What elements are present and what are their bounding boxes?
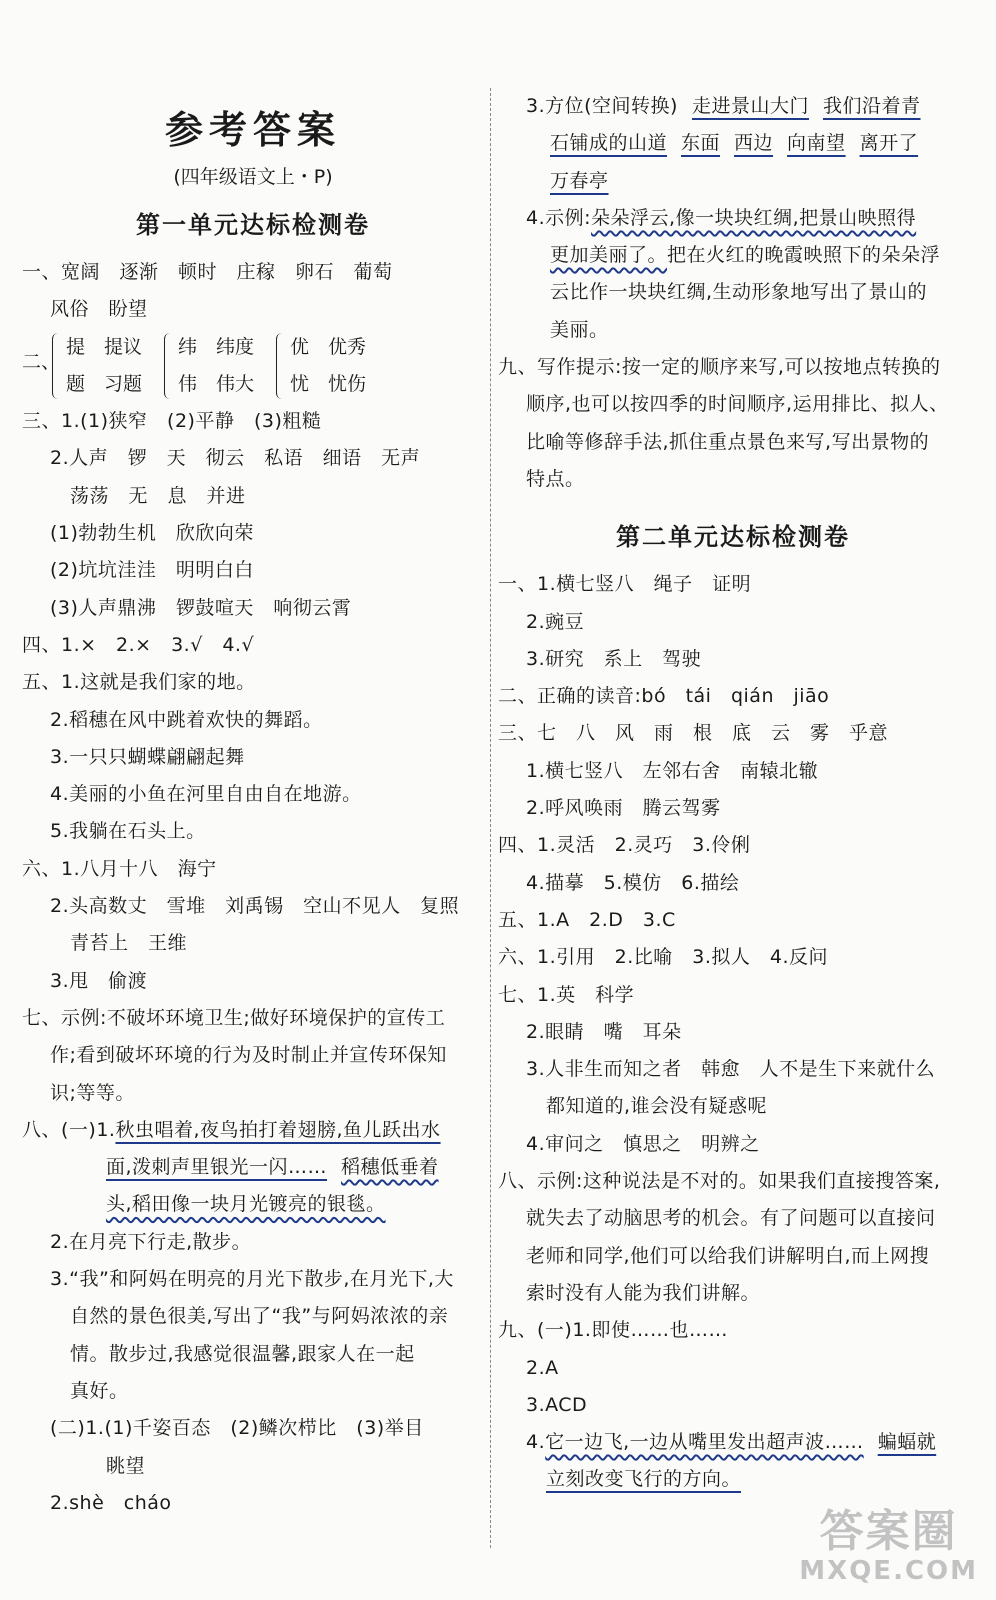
u1-q8-er-1b: 眺望: [106, 1454, 146, 1477]
page-title: 参考答案: [164, 107, 341, 152]
right-column: [498, 88, 968, 1499]
u2-q1-3: 3.研究 系上 驾驶: [526, 647, 702, 670]
u2-q9-2: 2.A: [526, 1356, 559, 1379]
u1-q6-2a: 2.头高数丈 雪堆 刘禹锡 空山不见人 复照: [50, 895, 460, 918]
u2-q4-1: 四、1.灵活 2.灵巧 3.伶俐: [498, 834, 751, 857]
u1-q1-line2: 风俗 盼望: [50, 298, 148, 321]
brace-mark: [276, 333, 285, 399]
u1-q7c: 识;等等。: [50, 1081, 135, 1104]
r-q4-line1: [498, 200, 968, 237]
u1-q8-underline-1a: 秋虫唱着,夜鸟拍打着翅膀,鱼儿跃出水: [115, 1118, 441, 1141]
left-column: [22, 88, 484, 1522]
u1-q3-2d: (2)坑坑洼洼 明明白白: [50, 559, 254, 582]
u2-q2: 二、正确的读音:bó tái qián jiāo: [498, 685, 830, 708]
u1-q3-2b: 荡荡 无 息 并进: [70, 484, 246, 507]
u1-q2-group2-row2: 伟 伟大: [178, 372, 255, 395]
u1-q5-3: 3.一只只蝴蝶翩翩起舞: [50, 745, 245, 768]
u2-q9-4-underline-2: 立刻改变飞行的方向。: [546, 1468, 742, 1491]
u2-q1-2: 2.豌豆: [526, 610, 585, 633]
u2-q7-2: 2.眼睛 嘴 耳朵: [526, 1020, 682, 1043]
r-q3-u5: 西边: [734, 132, 774, 155]
r-q3-line2: [498, 125, 968, 162]
u2-q9-3: 3.ACD: [526, 1393, 588, 1416]
r-q9a: 九、写作提示:按一定的顺序来写,可以按地点转换的: [498, 356, 941, 379]
u2-q3-2: 2.呼风唤雨 腾云驾雾: [526, 797, 721, 820]
r-q9c: 比喻等修辞手法,抓住重点景色来写,写出景物的: [526, 430, 930, 453]
r-q4-line3: 云比作一块块红绸,生动形象地写出了景山的: [550, 281, 928, 304]
u1-q7a: 七、示例:不破坏环境卫生;做好环境保护的宣传工: [22, 1006, 446, 1029]
r-q4-prefix: 4.示例:: [526, 206, 592, 229]
u1-q5-1: 五、1.这就是我们家的地。: [22, 671, 256, 694]
u2-q7-1: 七、1.英 科学: [498, 983, 635, 1006]
u2-q9-4-prefix: 4.: [526, 1431, 546, 1454]
u1-q3-2a: 2.人声 锣 天 彻云 私语 细语 无声: [50, 447, 421, 470]
u1-q8-2: 2.在月亮下行走,散步。: [50, 1230, 252, 1253]
r-q3-u3: 石铺成的山道: [550, 132, 668, 155]
watermark-line1: 答案圈: [819, 1506, 958, 1557]
u2-q4-2: 4.描摹 5.模仿 6.描绘: [526, 871, 740, 894]
u1-q6-2b: 青苔上 王维: [70, 932, 188, 955]
brace-mark: [164, 333, 173, 399]
r-q3-u7: 离开了: [859, 132, 919, 155]
watermark-line2: MXQE.COM: [799, 1556, 978, 1586]
u2-q9-4-underline-1: 蝙蝠就: [877, 1431, 937, 1454]
u2-q8c: 老师和同学,他们可以给我们讲解明白,而上网搜: [526, 1244, 930, 1267]
column-divider: [490, 88, 491, 1548]
u1-q3-2e: (3)人声鼎沸 锣鼓喧天 响彻云霄: [50, 596, 352, 619]
u1-q2-brace-block: [22, 329, 484, 404]
unit2-title: 第二单元达标检测卷: [616, 522, 850, 552]
u1-q2-label: 二、: [22, 350, 61, 373]
u1-q8-3b: 自然的景色很美,写出了“我”与阿妈浓浓的亲: [70, 1305, 449, 1328]
u1-q8-prefix: 八、(一)1.: [22, 1118, 116, 1141]
u1-q8-1c: [22, 1186, 484, 1223]
u1-q1-line1: 一、宽阔 逐渐 顿时 庄稼 卵石 葡萄: [22, 261, 393, 283]
u1-q8-er-2: 2.shè cháo: [50, 1491, 172, 1514]
u2-q3: 三、七 八 风 雨 根 底 云 雾 乎意: [498, 722, 889, 745]
u2-q7-3b: 都知道的,谁会没有疑惑呢: [546, 1095, 768, 1118]
u2-q7-3a: 3.人非生而知之者 韩愈 人不是生下来就什么: [526, 1058, 936, 1081]
r-q4-plain-b: 把在火红的晚霞映照下的朵朵浮: [667, 244, 941, 267]
u2-q6: 六、1.引用 2.比喻 3.拟人 4.反问: [498, 946, 829, 969]
u2-q1-1: 一、1.横七竖八 绳子 证明: [498, 573, 752, 596]
u1-q8-3c: 情。散步过,我感觉很温馨,跟家人在一起: [70, 1342, 415, 1365]
u1-q6-3: 3.甩 偷渡: [50, 969, 148, 992]
u1-q2-group3-row1: 优 优秀: [290, 335, 367, 358]
u1-q5-5: 5.我躺在石头上。: [50, 820, 206, 843]
u1-q8-3d: 真好。: [70, 1379, 129, 1402]
u1-q7b: 作;看到破坏环境的行为及时制止并宣传环保知: [50, 1044, 447, 1067]
page-subtitle: (四年级语文上・P): [173, 166, 333, 188]
u1-q8-er-1: (二)1.(1)千姿百态 (2)鳞次栉比 (3)举目: [50, 1417, 424, 1440]
r-q3-u6: 向南望: [787, 132, 846, 155]
u2-q8b: 就失去了动脑思考的机会。有了问题可以直接问: [526, 1207, 936, 1230]
u1-q2-group1-row2: 题 习题: [66, 372, 143, 395]
site-watermark: [799, 1508, 978, 1586]
r-q4-wavy-b: 更加美丽了。: [550, 244, 668, 267]
u1-q3-1: 三、1.(1)狭窄 (2)平静 (3)粗糙: [22, 410, 322, 433]
brace-mark: [52, 333, 61, 399]
u2-q9-4b: [498, 1461, 968, 1498]
u2-q9-4-wavy-1: 它一边飞,一边从嘴里发出超声波……: [545, 1431, 864, 1454]
u1-q5-4: 4.美丽的小鱼在河里自由自在地游。: [50, 783, 362, 806]
u1-q2-group1-row1: 提 提议: [66, 335, 143, 358]
u2-q9-4a: [498, 1424, 968, 1461]
r-q3-u1: 走进景山大门: [691, 95, 809, 117]
u2-q8a: 八、示例:这种说法是不对的。如果我们直接搜答案,: [498, 1170, 941, 1193]
unit1-title: 第一单元达标检测卷: [136, 210, 370, 239]
r-q3-u2: 我们沿着青: [822, 95, 921, 117]
u1-q8-underline-1b: 面,泼刺声里银光一闪……: [106, 1156, 328, 1179]
r-q3-u4: 东面: [681, 132, 721, 155]
u2-q7-4: 4.审问之 慎思之 明辨之: [526, 1132, 760, 1155]
u1-q3-2c: (1)勃勃生机 欣欣向荣: [50, 522, 254, 545]
u2-q5: 五、1.A 2.D 3.C: [498, 908, 676, 931]
u1-q8-1a: [22, 1112, 484, 1149]
r-q4-wavy-a: 朵朵浮云,像一块块红绸,把景山映照得: [591, 206, 917, 229]
r-q4-line4: 美丽。: [550, 318, 609, 341]
r-q3-line3: [498, 163, 968, 200]
u1-q4: 四、1.× 2.× 3.√ 4.√: [22, 633, 255, 656]
u2-q3-1: 1.横七竖八 左邻右舍 南辕北辙: [526, 759, 819, 782]
r-q3-line1: [498, 88, 968, 125]
u2-q9-1: 九、(一)1.即使……也……: [498, 1319, 728, 1342]
u1-q8-wavy-1c: 头,稻田像一块月光镀亮的银毯。: [106, 1193, 386, 1216]
r-q4-line2: [498, 237, 968, 274]
u1-q8-wavy-1b: 稻穗低垂着: [341, 1156, 439, 1179]
u1-q8-3a: 3.“我”和阿妈在明亮的月光下散步,在月光下,大: [50, 1268, 454, 1291]
u2-q8d: 索时没有人能为我们讲解。: [526, 1281, 761, 1304]
r-q3-prefix: 3.方位(空间转换): [526, 95, 678, 117]
r-q3-u8: 万春亭: [550, 169, 609, 192]
u1-q2-group3-row2: 忧 忧伤: [290, 372, 367, 395]
u1-q6-1: 六、1.八月十八 海宁: [22, 857, 217, 880]
u1-q8-1b: [22, 1149, 484, 1186]
r-q9b: 顺序,也可以按四季的时间顺序,运用排比、拟人、: [526, 393, 949, 416]
u1-q2-group2-row1: 纬 纬度: [178, 335, 255, 358]
u1-q5-2: 2.稻穗在风中跳着欢快的舞蹈。: [50, 708, 323, 731]
r-q9d: 特点。: [526, 467, 585, 490]
